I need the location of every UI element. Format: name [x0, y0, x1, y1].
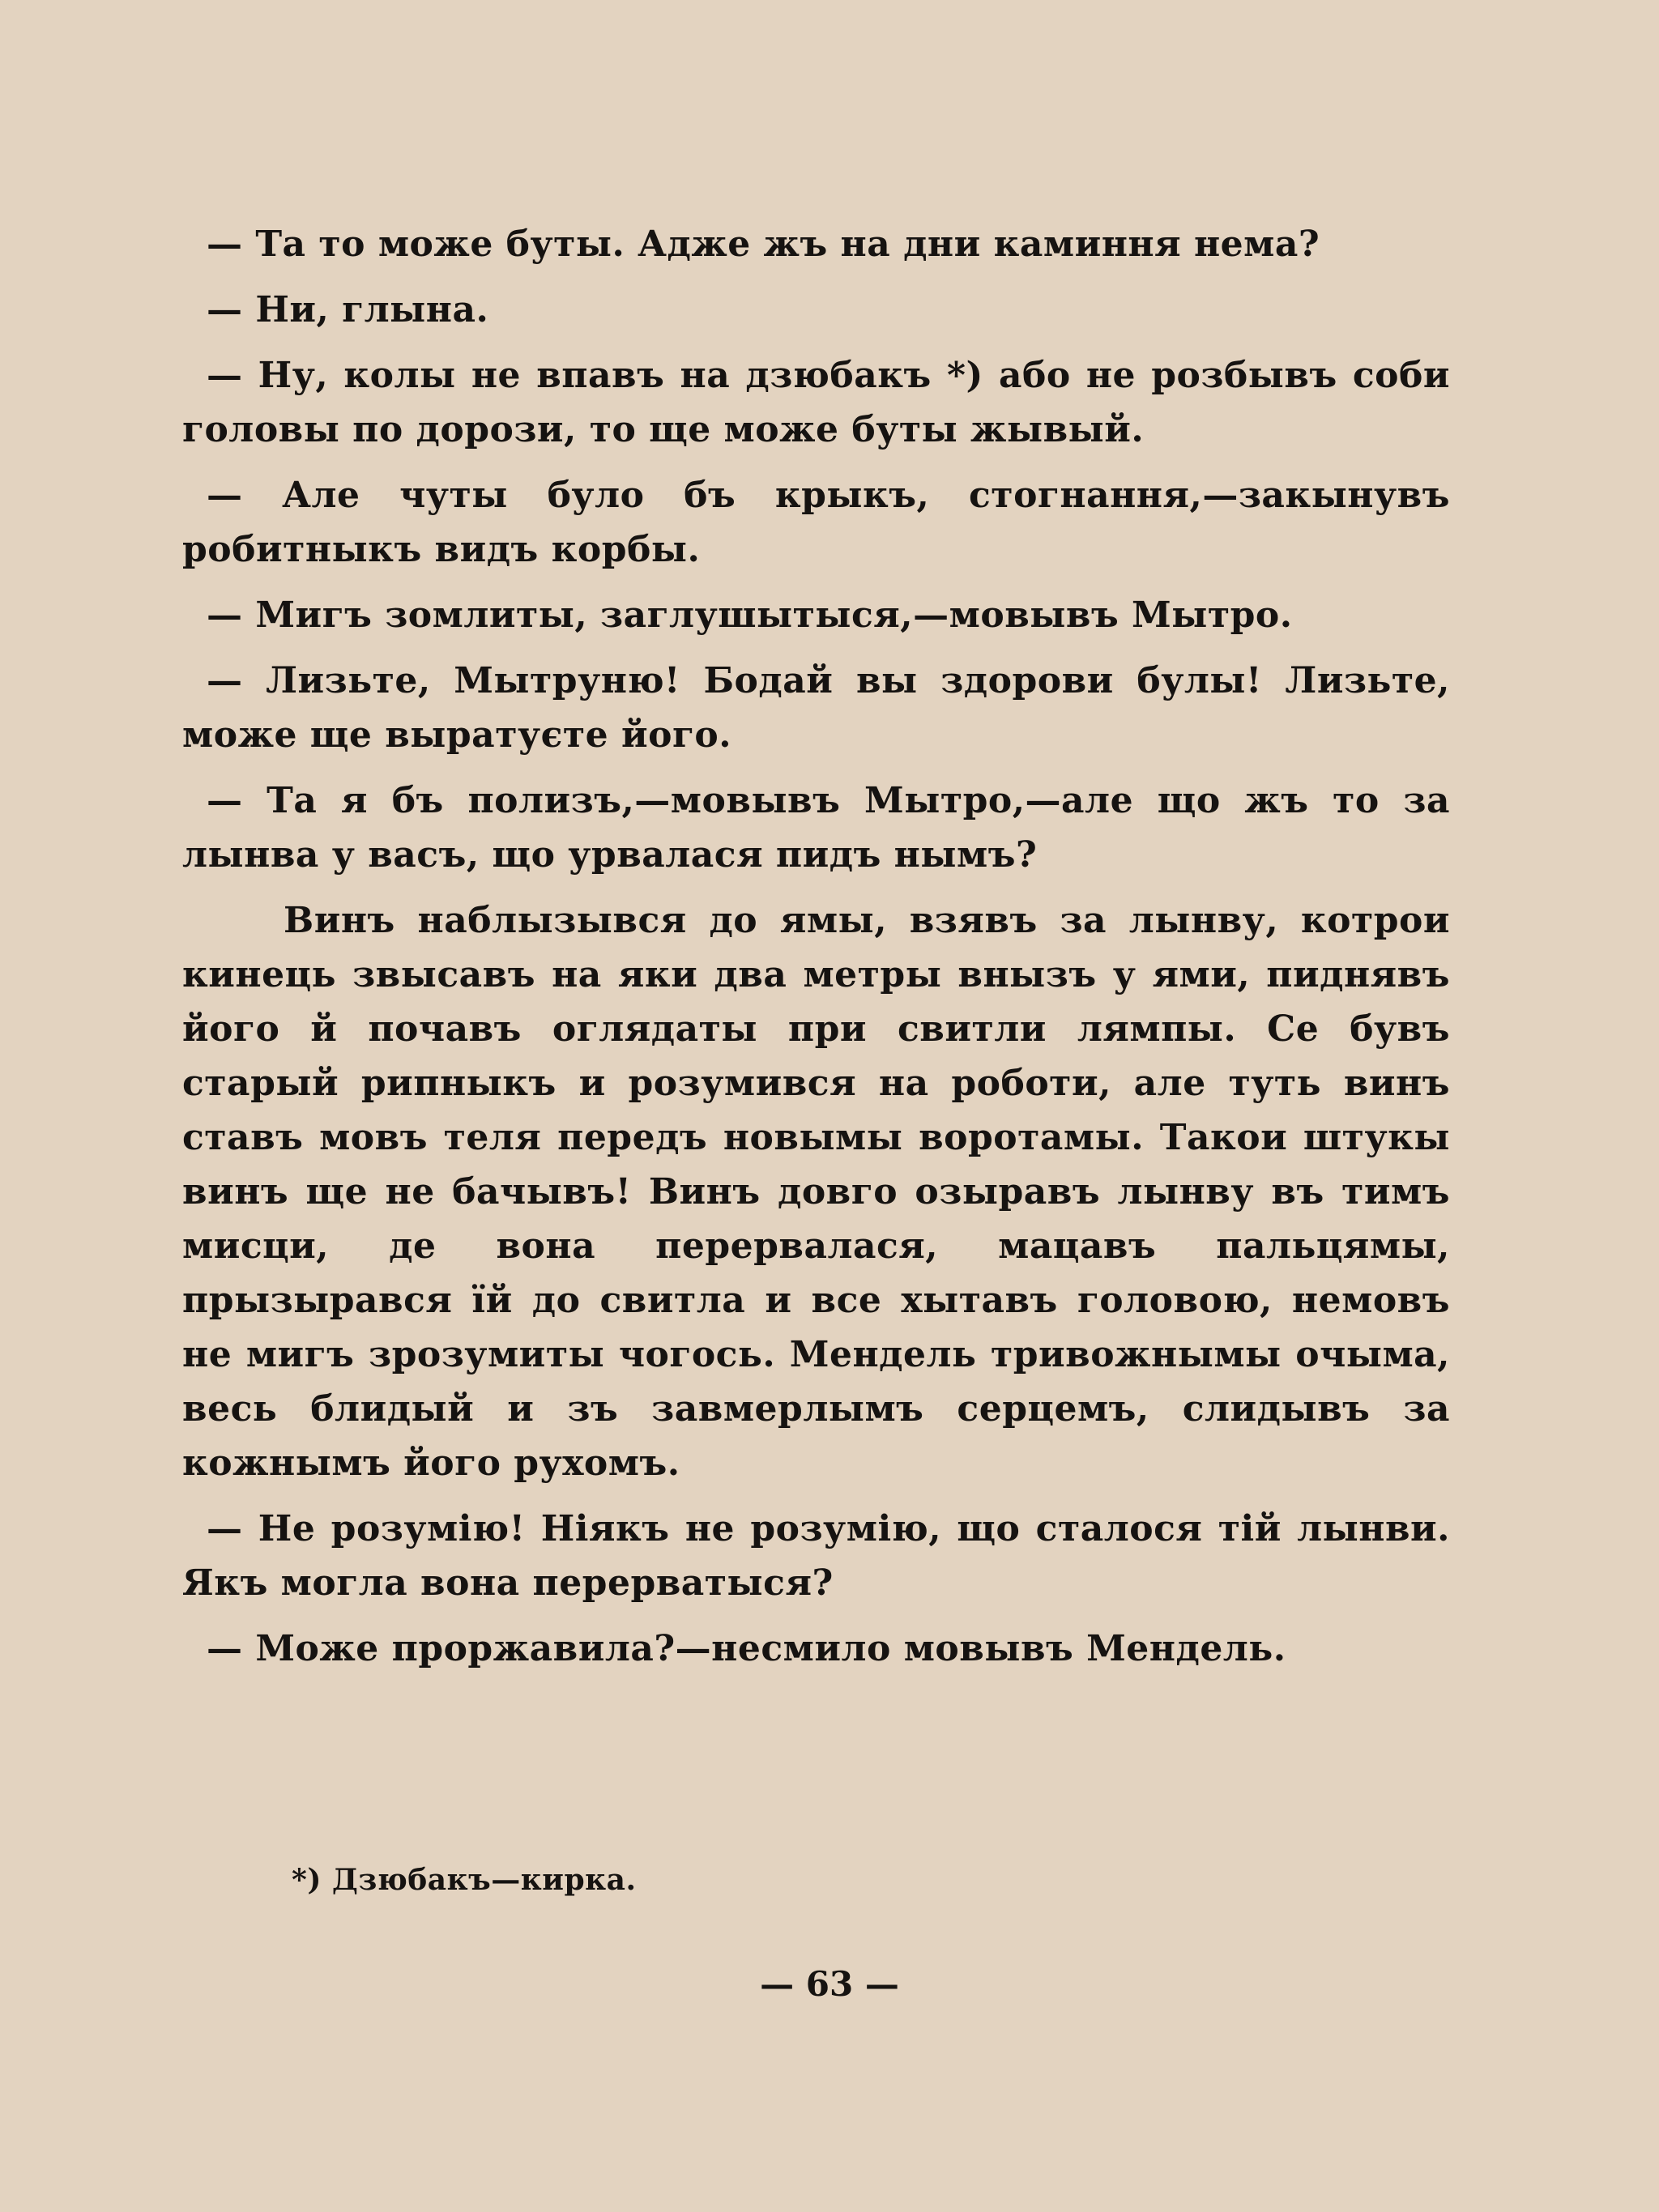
paragraph-7: — Та я бъ полизъ,—мовывъ Мытро,—але що жъ то за лынва у васъ, що урвалася пидъ нымъ? [182, 780, 1450, 876]
paragraph-1: — Та то може буты. Адже жъ на дни каминня нема? [207, 224, 1320, 265]
paragraph-4: — Але чуты було бъ крыкъ, стогнання,—закынувъ робитныкъ видъ корбы. [182, 475, 1450, 570]
page-number: — 63 — [760, 1964, 899, 2004]
paragraph-10: — Може проржавила?—несмило мовывъ Мендель. [207, 1628, 1286, 1669]
page-body [182, 217, 1450, 1687]
paragraph-8: Винъ наблызывся до ямы, взявъ за лынву, котрои кинець звысавъ на яки два метры внызъ у ями, пиднявъ його й почавъ оглядаты при свитли лямпы. Се бувъ старый рипныкъ и розумився на роботи, але туть винъ ставъ мовъ теля передъ новымы воротамы. Такои штукы винъ ще не бачывъ! Винъ довго озыравъ лынву въ тимъ мисци, де вона перервалася, мацавъ пальцямы, прызырався їй до свитла и все хытавъ головою, немовъ не мигъ зрозумиты чогось. Мендель тривожнымы очыма, весь блидый и зъ завмерлымъ серцемъ, слидывъ за кожнымъ його рухомъ. [182, 900, 1450, 1484]
paragraph-2: — Ни, глына. [207, 289, 489, 330]
footnote: *) Дзюбакъ—кирка. [292, 1863, 637, 1897]
paragraph-9: — Не розумію! Ніякъ не розумію, що сталося тій лынви. Якъ могла вона перерватыся? [182, 1508, 1450, 1604]
paragraph-3: — Ну, колы не впавъ на дзюбакъ *) або не розбывъ соби головы по дорози, то ще може буты жывый. [182, 355, 1450, 450]
paragraph-6: — Лизьте, Мытруню! Бодай вы здорови булы! Лизьте, може ще выратуєте його. [182, 660, 1450, 756]
paragraph-5: — Мигъ зомлиты, заглушытыся,—мовывъ Мытро. [207, 595, 1293, 636]
